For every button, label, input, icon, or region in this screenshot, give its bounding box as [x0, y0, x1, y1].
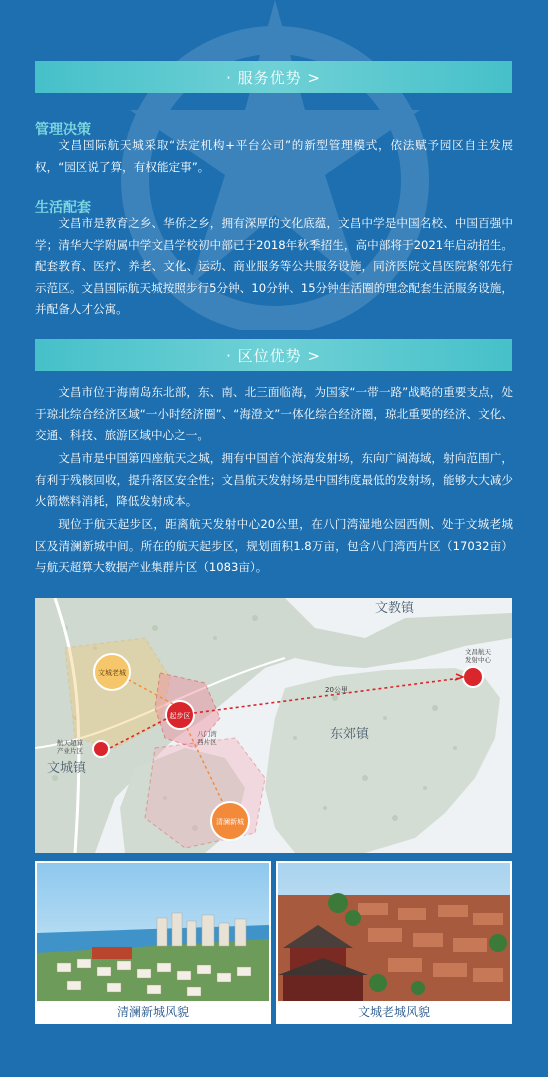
- wenjiao-town-label: 文教镇: [375, 601, 415, 616]
- qinglan-city-image: [37, 863, 269, 1001]
- new-town-label: 清澜新城: [216, 818, 244, 826]
- location-paragraph-1: 文昌市位于海南岛东北部，东、南、北三面临海，为国家“一带一路”战略的重要支点，处于琼北综合经济区域“一小时经济圈”、“海澄文”一体化综合经济圈，琼北重要的经济、文化、交通、科技、旅游区域中心之一。: [35, 385, 513, 442]
- living-heading: 生活配套: [35, 200, 91, 216]
- dongjiao-town-label: 东郊镇: [330, 727, 370, 742]
- location-paragraph-2: 文昌市是中国第四座航天之城，拥有中国首个滨海发射场，东向广阔海域，射向范围广，有利于残骸回收，提升落区安全性；文昌航天发射场是中国纬度最低的发射场，能够大大减少火箭燃料消耗，降低发射成本。: [35, 451, 513, 508]
- photo-wencheng-old-town: [276, 861, 512, 1024]
- supercomputing-marker-icon: [93, 741, 109, 757]
- launch-center-label-1: 文昌航天: [465, 648, 491, 656]
- wencheng-town-label: 文城镇: [47, 761, 87, 776]
- location-section-title: · 区位优势 >: [226, 346, 321, 365]
- launch-center-marker-icon: [463, 667, 483, 687]
- location-paragraph-3: 现位于航天起步区，距离航天发射中心20公里，在八门湾湿地公园西侧、处于文城老城区及清澜新城中间。所在的航天起步区，规划面积1.8万亩，包含八门湾西片区（17032亩）与航天超算大数据产业集群片区（1083亩）。: [35, 517, 513, 574]
- bamenwan-label-1: 八门湾: [197, 730, 217, 738]
- location-section-bar: [35, 339, 512, 371]
- launch-center-label-2: 发射中心: [465, 656, 491, 664]
- wencheng-city-image: [278, 863, 510, 1001]
- management-heading: 管理决策: [35, 122, 91, 138]
- location-map: [35, 598, 512, 853]
- supercomputing-label-2: 产业片区: [57, 747, 83, 755]
- supercomputing-label-1: 航天超算: [57, 739, 83, 747]
- management-text: 文昌国际航天城采取“法定机构+平台公司”的新型管理模式，依法赋予园区自主发展权，“园区说了算，有权能定事”。: [35, 138, 513, 174]
- bamenwan-label-2: 西片区: [197, 738, 217, 746]
- services-section-bar: [35, 61, 512, 93]
- old-town-label: 文城老城: [98, 669, 126, 677]
- living-text: 文昌市是教育之乡、华侨之乡，拥有深厚的文化底蕴，文昌中学是中国名校、中国百强中学；清华大学附属中学文昌学校初中部已于2018年秋季招生，高中部将于2021年启动招生。配套教育、医疗、养老、文化、运动、商业服务等公共服务设施，同济医院文昌医院紧邻先行示范区。文昌国际航天城按照步行5分钟、10分钟、15分钟生活圈的理念配套生活服务设施，并配备人才公寓。: [35, 216, 513, 316]
- distance-label: 20公里: [325, 686, 348, 694]
- photo-qinglan-new-town: [35, 861, 271, 1024]
- photo-caption-wencheng: 文城老城风貌: [278, 1001, 510, 1022]
- location-map-graphic: [35, 598, 512, 853]
- start-zone-label: 起步区: [169, 712, 191, 720]
- services-section-title: · 服务优势 >: [226, 68, 321, 87]
- photo-caption-qinglan: 清澜新城风貌: [37, 1001, 269, 1022]
